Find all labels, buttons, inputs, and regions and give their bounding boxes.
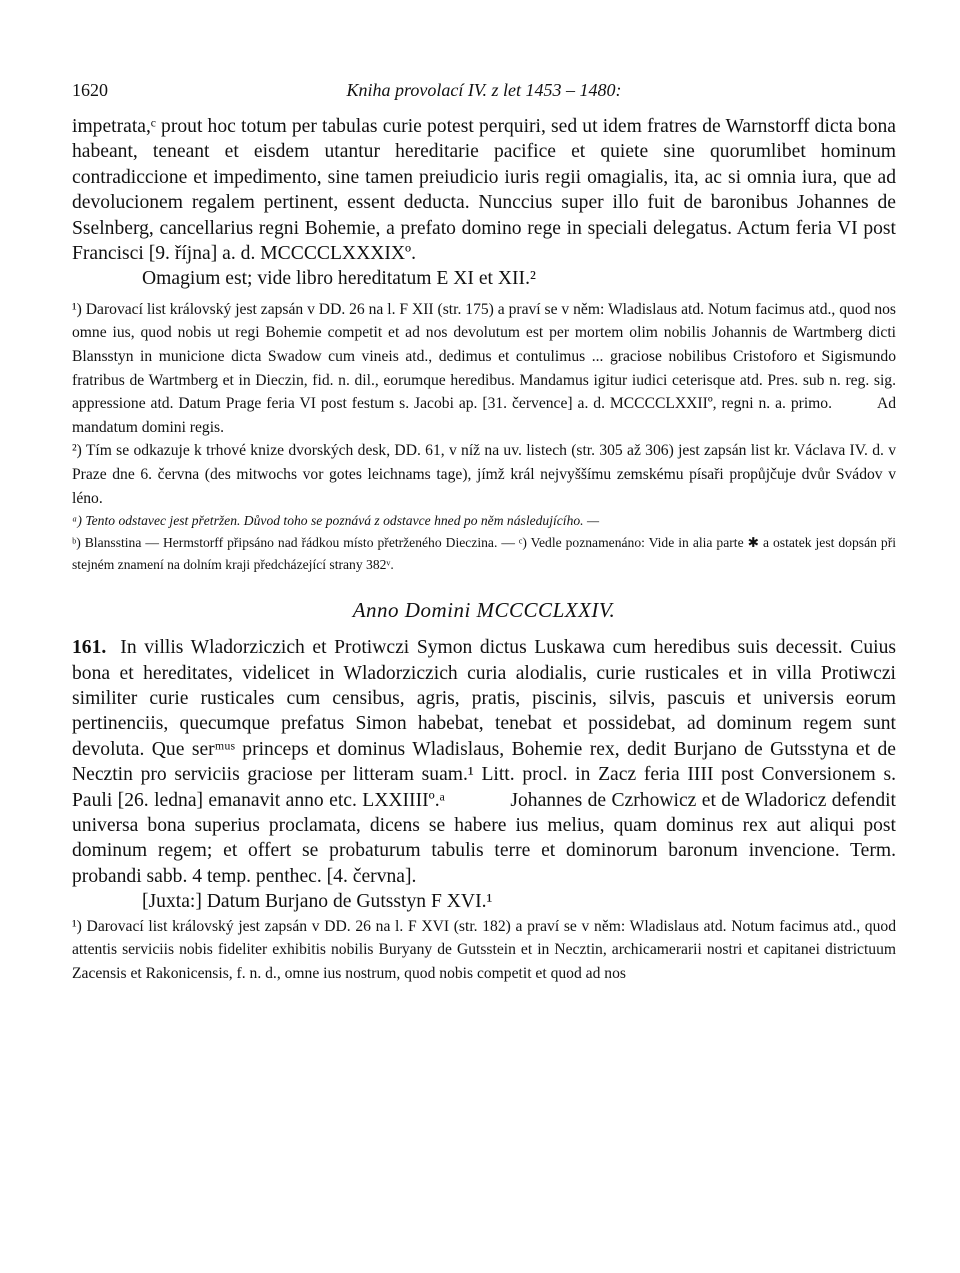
entry-161 — [72, 635, 896, 889]
footnote-1 — [72, 298, 896, 440]
footnote-b-c: ᵇ) Blansstina — Hermstorff připsáno nad řádkou místo přetrženého Dieczina. — ᶜ) Vedle poznamenáno: Vide in alia parte ✱ a ostatek jest dopsán při stejném znamení na dolním kraji předcházející strany 382ᵛ. — [72, 535, 896, 573]
omagium-line: Omagium est; vide libro hereditatum E XI et XII.² — [142, 268, 536, 290]
entry-161-text: In villis Wladorziczich et Protiwczi Symon dictus Luskawa cum heredibus suis decessit. Cuius bona et hereditates, videlicet in Wladorziczich curia alodialis, curie rusticales et in villa Protiwczi similiter curie rusticales cum censibus, agris, pratis, piscinis, silvis, pascuis et universis eorum pertinenciis, quecumque prefatus Simon habebat, tenebat et possidebat, ad dominum regem sunt devoluta. Que serᵐᵘˢ princeps et dominus Wladislaus, Bohemie rex, dedit Burjano de Gutsstyna et de Necztin pro serviciis graciose per litteram suam.¹ Litt. procl. in Zacz feria IIII post Conversionem s. Pauli [26. ledna] emanavit anno etc. LXXIIIIº.ᵃ — [72, 637, 896, 811]
footnote-2: ²) Tím se odkazuje k trhové knize dvorských desk, DD. 61, v níž na uv. listech (str. 305 až 306) jest zapsán list kr. Václava IV. d. v Praze dne 6. června (des mitwochs vor gotes leichnams tage), jímž král nejvyššímu zemskému písaři propůjčuje dvůr Svádov v léno. — [72, 442, 896, 507]
juxta-line: [Juxta:] Datum Burjano de Gutsstyn F XVI.¹ — [142, 891, 493, 913]
footnote-161-1: ¹) Darovací list královský jest zapsán v DD. 26 na l. F XVI (str. 182) a praví se v něm: Wladislaus atd. Notum facimus atd., quod attentis serviciis nobis fideliter exhibitis nobilis Buryany de Gutsstein et in Necztin, archicamerarii nostri et capitanei districtuum Zacensis et Rakonicensis, f. n. d., omne ius nostrum, quod nobis competit et quod ad nos — [72, 917, 896, 982]
footnote-1-text: ¹) Darovací list královský jest zapsán v DD. 26 na l. F XII (str. 175) a praví se v něm: Wladislaus atd. Notum facimus atd., quod nos omne ius, quod nobis ut regi Bohemie competit et ad nos devolutum est per mortem olim nobilis Johannis de Wartmberg dicti Blansstyn in municione dicta Swadow cum vineis atd., dedimus et contulimus ... graciose nobilibus Cristoforo et Sigismundo fratribus de Wartmberg et in Dieczin, fid. n. dil., eorumque heredibus. Mandamus igitur iudici ceterisque atd. Pres. sub n. reg. sig. appressione atd. Datum Prage feria VI post festum s. Jacobi ap. [31. července] a. d. MCCCCLXXIIº, regni n. a. primo. — [72, 300, 896, 413]
footnote-1-mandate: Ad mandatum domini regis. — [72, 395, 896, 436]
footnote-a: ᵃ) Tento odstavec jest přetržen. Důvod toho se poznává z odstavce hned po něm následujícího. — — [72, 513, 600, 529]
document-page — [72, 80, 896, 985]
section-title: Anno Domini MCCCCLXXIV. — [352, 598, 616, 623]
entry-161-defense: Johannes de Czrhowicz et de Wladoricz defendit universa bona superius proclamata, dicens se habere ius melius, quam dominus rex aut aliqui post dominum regem; et offert se probaturum tabulis terre et dominorum baronum invencione. Term. probandi sabb. 4 temp. penthec. [4. června]. — [72, 789, 897, 887]
page-header — [72, 80, 896, 114]
entry-number: 161. — [72, 637, 107, 659]
entry-continuation: impetrata,ᶜ prout hoc totum per tabulas curie potest perquiri, sed ut idem fratres de Warnstorff dicta bona habeant, teneant et eisdem utantur hereditarie pacifice et quiete sine quorumlibet hominum contradiccione et impedimento, sine tamen preiudicio iuris regii omagialis, ita, ac si omnia iura, que ad devolucionem regalem pertinent, essent deducta. Nunccius super illo fuit de baronibus Johannes de Sselnberg, cancellarius regni Bohemie, a prefato domino rege in speciali delegatus. Actum feria VI post Francisci [9. října] a. d. MCCCCLXXXIXº. — [72, 116, 896, 265]
page-number: 1620 — [72, 80, 108, 100]
running-title: Kniha provolací IV. z let 1453 – 1480: — [346, 80, 622, 100]
